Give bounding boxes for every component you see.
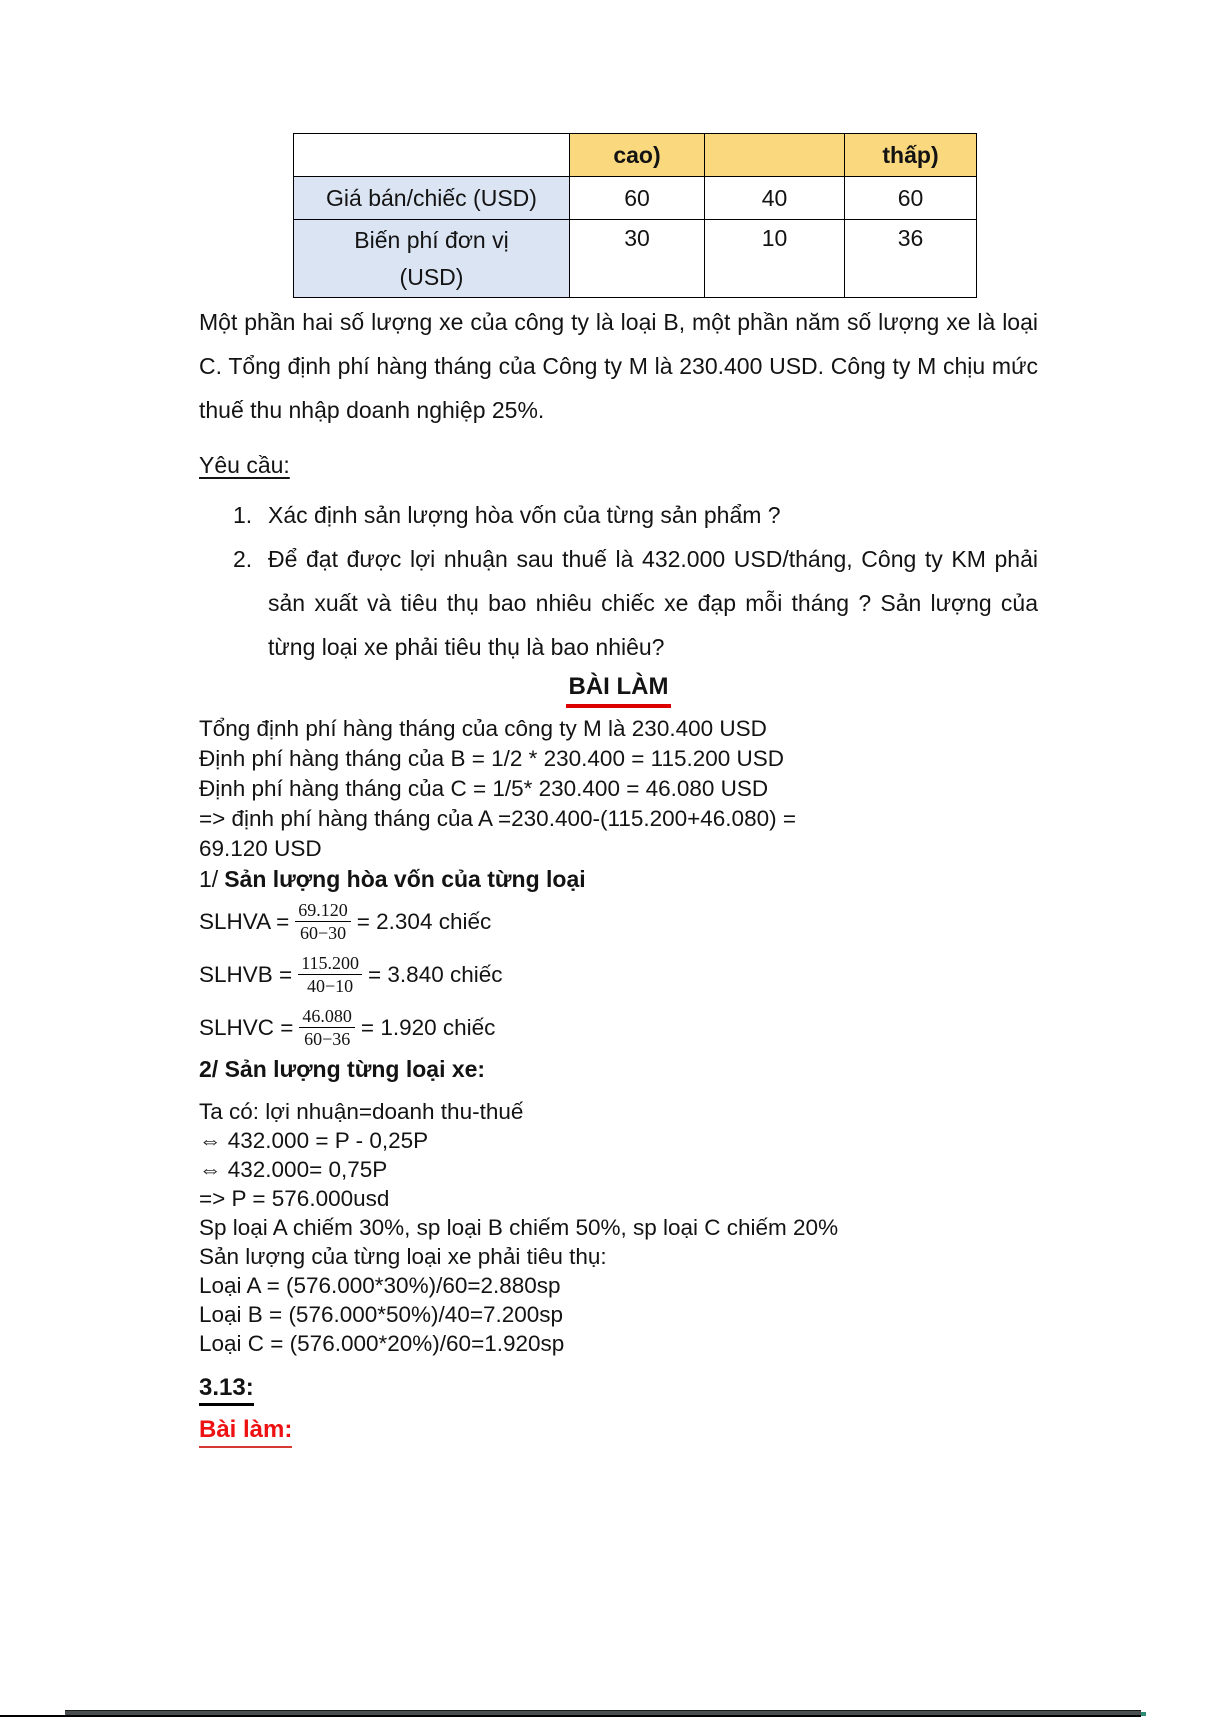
solution-line: Sp loại A chiếm 30%, sp loại B chiếm 50%, sp loại C chiếm 20% — [199, 1215, 839, 1240]
solution-line: Sản lượng của từng loại xe phải tiêu thụ: — [199, 1244, 607, 1269]
price-variable-cost-table — [293, 133, 977, 298]
solution-line: Loại A = (576.000*30%)/60=2.880sp — [199, 1273, 561, 1298]
row-label-gia-ban: Giá bán/chiếc (USD) — [294, 177, 570, 220]
solution-line: Định phí hàng tháng của B = 1/2 * 230.400 = 115.200 USD — [199, 746, 785, 771]
list-item — [199, 493, 1038, 537]
window-bottom-edge-line — [0, 1715, 70, 1717]
table-header-cell-cao: cao) — [570, 134, 705, 177]
fraction-denominator: 60−36 — [304, 1029, 351, 1049]
table-header-row — [294, 134, 977, 177]
fraction-numerator: 46.080 — [299, 1006, 355, 1028]
solution-line: Ta có: lợi nhuận=doanh thu-thuế — [199, 1099, 524, 1124]
row-label-line1: Biến phí đơn vị — [354, 226, 509, 253]
table-cell: 30 — [570, 220, 705, 298]
list-item-number: 1. — [233, 502, 253, 528]
solution-title-wrap — [199, 673, 1038, 708]
fraction-denominator: 40−10 — [307, 976, 354, 996]
section-3-13-heading — [199, 1374, 1038, 1406]
solution-line: ⇔ 432.000= 0,75P — [199, 1157, 388, 1182]
solution-line: => P = 576.000usd — [199, 1186, 390, 1211]
row-label-bien-phi — [294, 220, 570, 298]
formula-slhvb — [199, 948, 1038, 1001]
requirements-list — [199, 493, 1038, 669]
section-number: 3.13: — [199, 1374, 254, 1406]
fraction — [299, 1006, 355, 1049]
table-cell: 36 — [845, 220, 977, 298]
table-cell: 40 — [705, 177, 845, 220]
formula-result: = 3.840 chiếc — [368, 961, 503, 987]
table-row — [294, 220, 977, 298]
solution-line: Tổng định phí hàng tháng của công ty M là 230.400 USD — [199, 716, 767, 741]
formula-lhs: SLHVC = — [199, 1014, 294, 1040]
solution-line: Định phí hàng tháng của C = 1/5* 230.400 = 46.080 USD — [199, 776, 769, 801]
table-cell: 60 — [845, 177, 977, 220]
table-header-cell-thap: thấp) — [845, 134, 977, 177]
document-page — [0, 133, 1225, 1448]
list-item-text: Để đạt được lợi nhuận sau thuế là 432.000 USD/tháng, Công ty KM phải sản xuất và tiêu thụ bao nhiêu chiếc xe đạp mỗi tháng ? Sản lượng của từng loại xe phải tiêu thụ là bao nhiêu? — [268, 546, 1038, 660]
table-header-cell-blank — [294, 134, 570, 177]
part1-number: 1/ — [199, 866, 219, 892]
formula-result: = 1.920 chiếc — [360, 1014, 496, 1040]
solution-line: ⇔ 432.000 = P - 0,25P — [199, 1128, 429, 1153]
solution-intro-lines — [199, 714, 1038, 864]
part2-lines — [199, 1097, 1038, 1358]
table-cell: 10 — [705, 220, 845, 298]
solution-title: BÀI LÀM — [566, 673, 672, 708]
next-solution-heading — [199, 1416, 1038, 1448]
list-item-text: Xác định sản lượng hòa vốn của từng sản phẩm ? — [268, 502, 781, 528]
requirements-heading: Yêu cầu: — [199, 452, 290, 478]
table-cell: 60 — [570, 177, 705, 220]
fraction — [298, 953, 362, 996]
formula-lhs: SLHVA = — [199, 908, 290, 934]
formula-result: = 2.304 chiếc — [356, 908, 492, 934]
part2-heading: 2/ Sản lượng từng loại xe: — [199, 1056, 486, 1082]
solution-line: Loại B = (576.000*50%)/40=7.200sp — [199, 1302, 564, 1327]
formula-slhva — [199, 895, 1038, 948]
solution-line: Loại C = (576.000*20%)/60=1.920sp — [199, 1331, 565, 1356]
part1-heading — [199, 864, 1038, 895]
part1-title: Sản lượng hòa vốn của từng loại — [224, 866, 586, 892]
table-header-cell-empty — [705, 134, 845, 177]
formula-slhvc — [199, 1001, 1038, 1054]
intro-paragraph: Một phần hai số lượng xe của công ty là loại B, một phần năm số lượng xe là loại C. Tổng định phí hàng tháng của Công ty M là 230.400 USD. Công ty M chịu mức thuế thu nhập doanh nghiệp 25%. — [199, 309, 1038, 423]
bottom-accent-dot — [1141, 1712, 1146, 1716]
list-item — [199, 537, 1038, 669]
formula-lhs: SLHVB = — [199, 961, 293, 987]
fraction-numerator: 115.200 — [298, 953, 362, 975]
fraction — [295, 900, 351, 943]
fraction-numerator: 69.120 — [295, 900, 351, 922]
solution-line: => định phí hàng tháng của A =230.400-(115.200+46.080) = — [199, 806, 796, 831]
solution-line: 69.120 USD — [199, 836, 322, 861]
next-solution-label: Bài làm: — [199, 1416, 292, 1448]
fraction-denominator: 60−30 — [299, 923, 347, 943]
list-item-number: 2. — [233, 546, 253, 572]
table-row — [294, 177, 977, 220]
page-bottom-bar — [65, 1710, 1141, 1717]
row-label-line2: (USD) — [399, 263, 464, 290]
